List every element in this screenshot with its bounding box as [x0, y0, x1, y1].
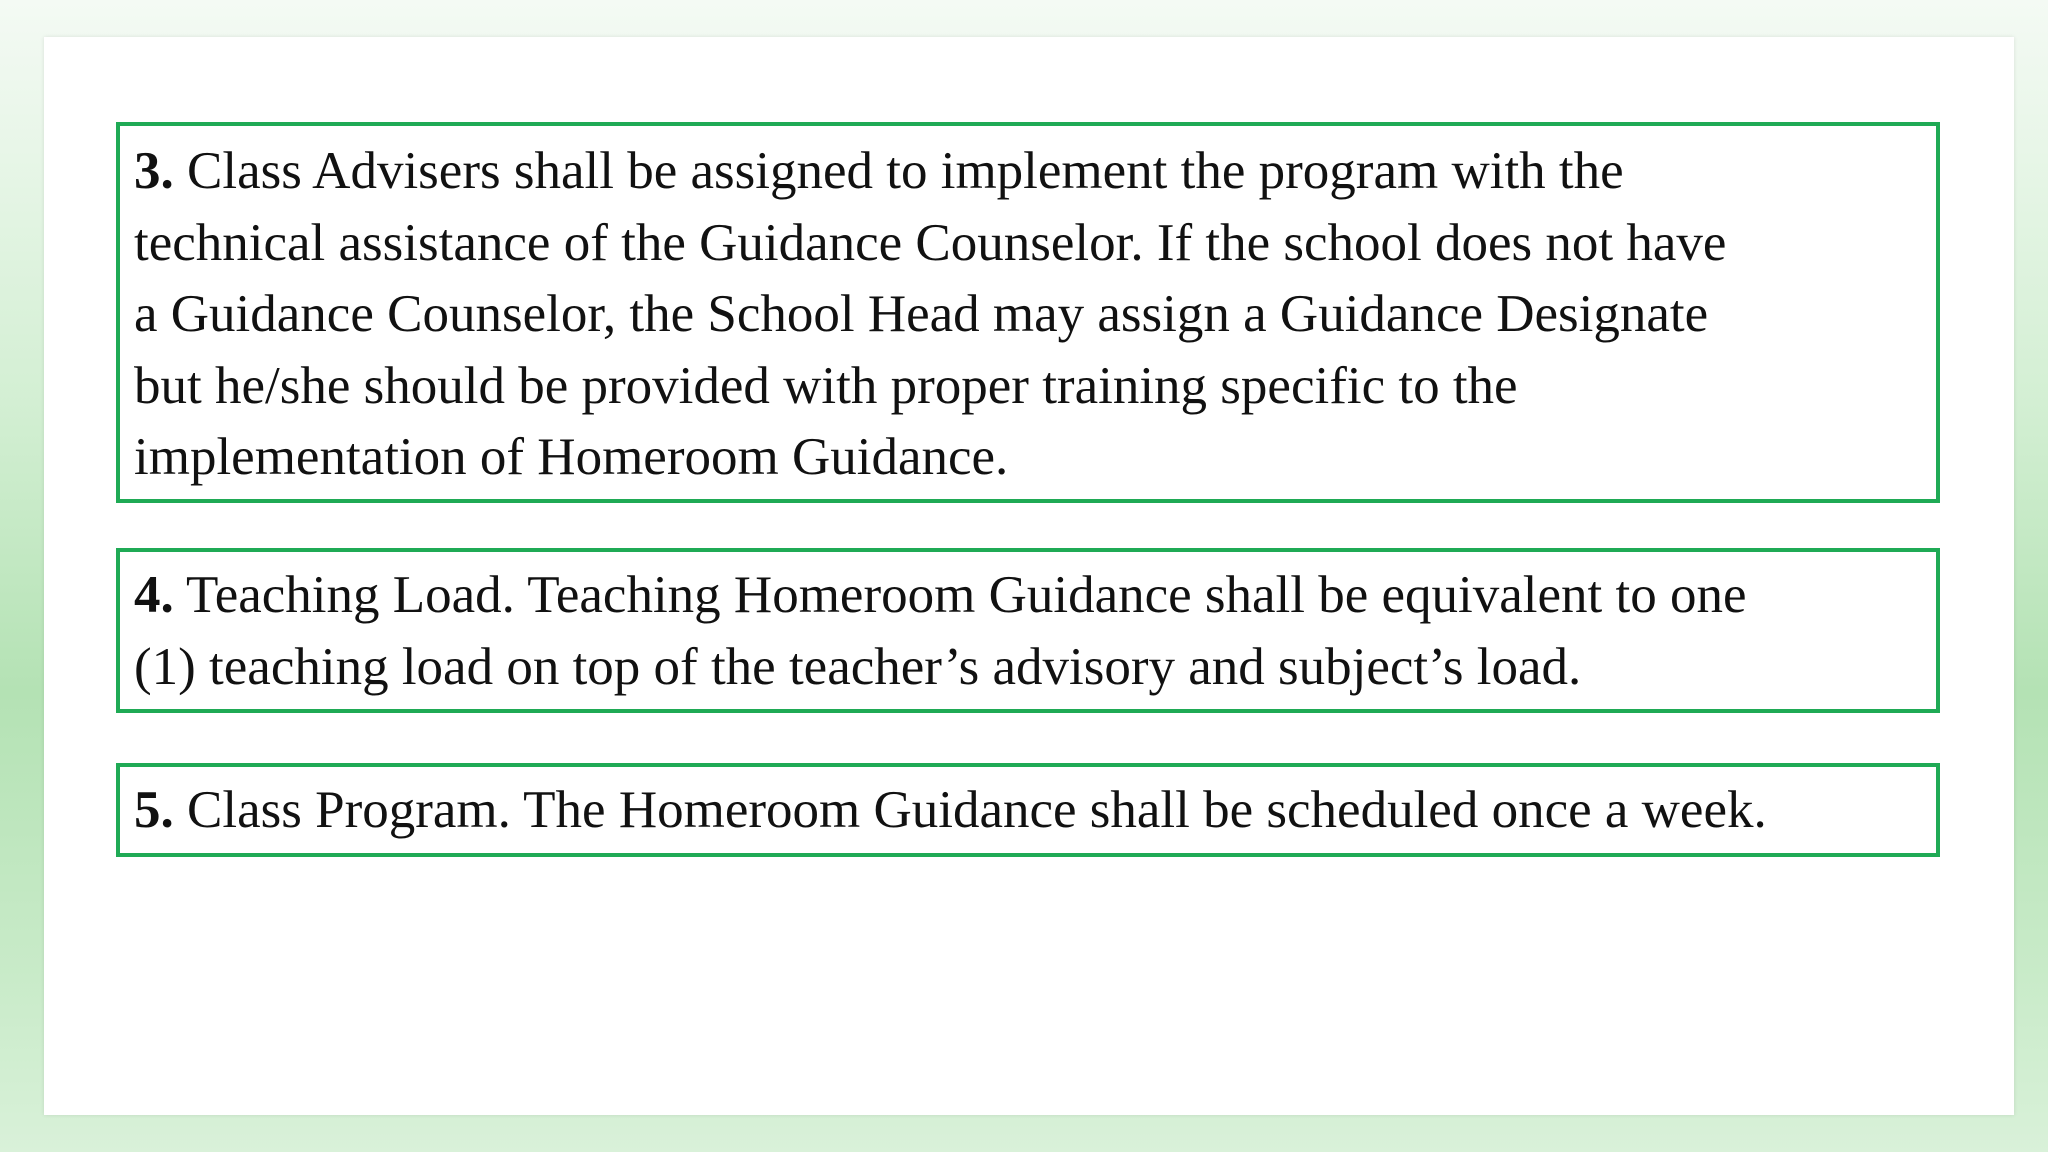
slide	[44, 37, 2014, 1115]
item-3-line-4: but he/she should be provided with proper training specific to the	[134, 356, 1518, 415]
item-4-number: 4.	[134, 566, 174, 624]
policy-item-5	[116, 763, 1940, 857]
item-3-line-5: implementation of Homeroom Guidance.	[134, 428, 1009, 486]
item-3-number: 3.	[134, 142, 174, 200]
item-3-line-1-text: Class Advisers shall be assigned to implement the program with the	[173, 142, 1624, 200]
item-4-line-2: (1) teaching load on top of the teacher’s advisory and subject’s load.	[134, 637, 1582, 696]
policy-item-4	[116, 548, 1940, 713]
item-5-number: 5.	[134, 781, 174, 839]
item-3-line-3: a Guidance Counselor, the School Head may assign a Guidance Designate	[134, 285, 1709, 343]
policy-item-3	[116, 122, 1940, 503]
item-4-line-1-text: Teaching Load. Teaching Homeroom Guidance shall be equivalent to one	[173, 566, 1747, 624]
item-3-line-2: technical assistance of the Guidance Counselor. If the school does not have	[134, 213, 1727, 272]
item-4-line-1	[134, 560, 1922, 632]
item-5-line-1-text: Class Program. The Homeroom Guidance shall be scheduled once a week.	[173, 781, 1767, 839]
item-3-line-1	[134, 136, 1922, 208]
item-5-line-1	[134, 775, 1922, 847]
